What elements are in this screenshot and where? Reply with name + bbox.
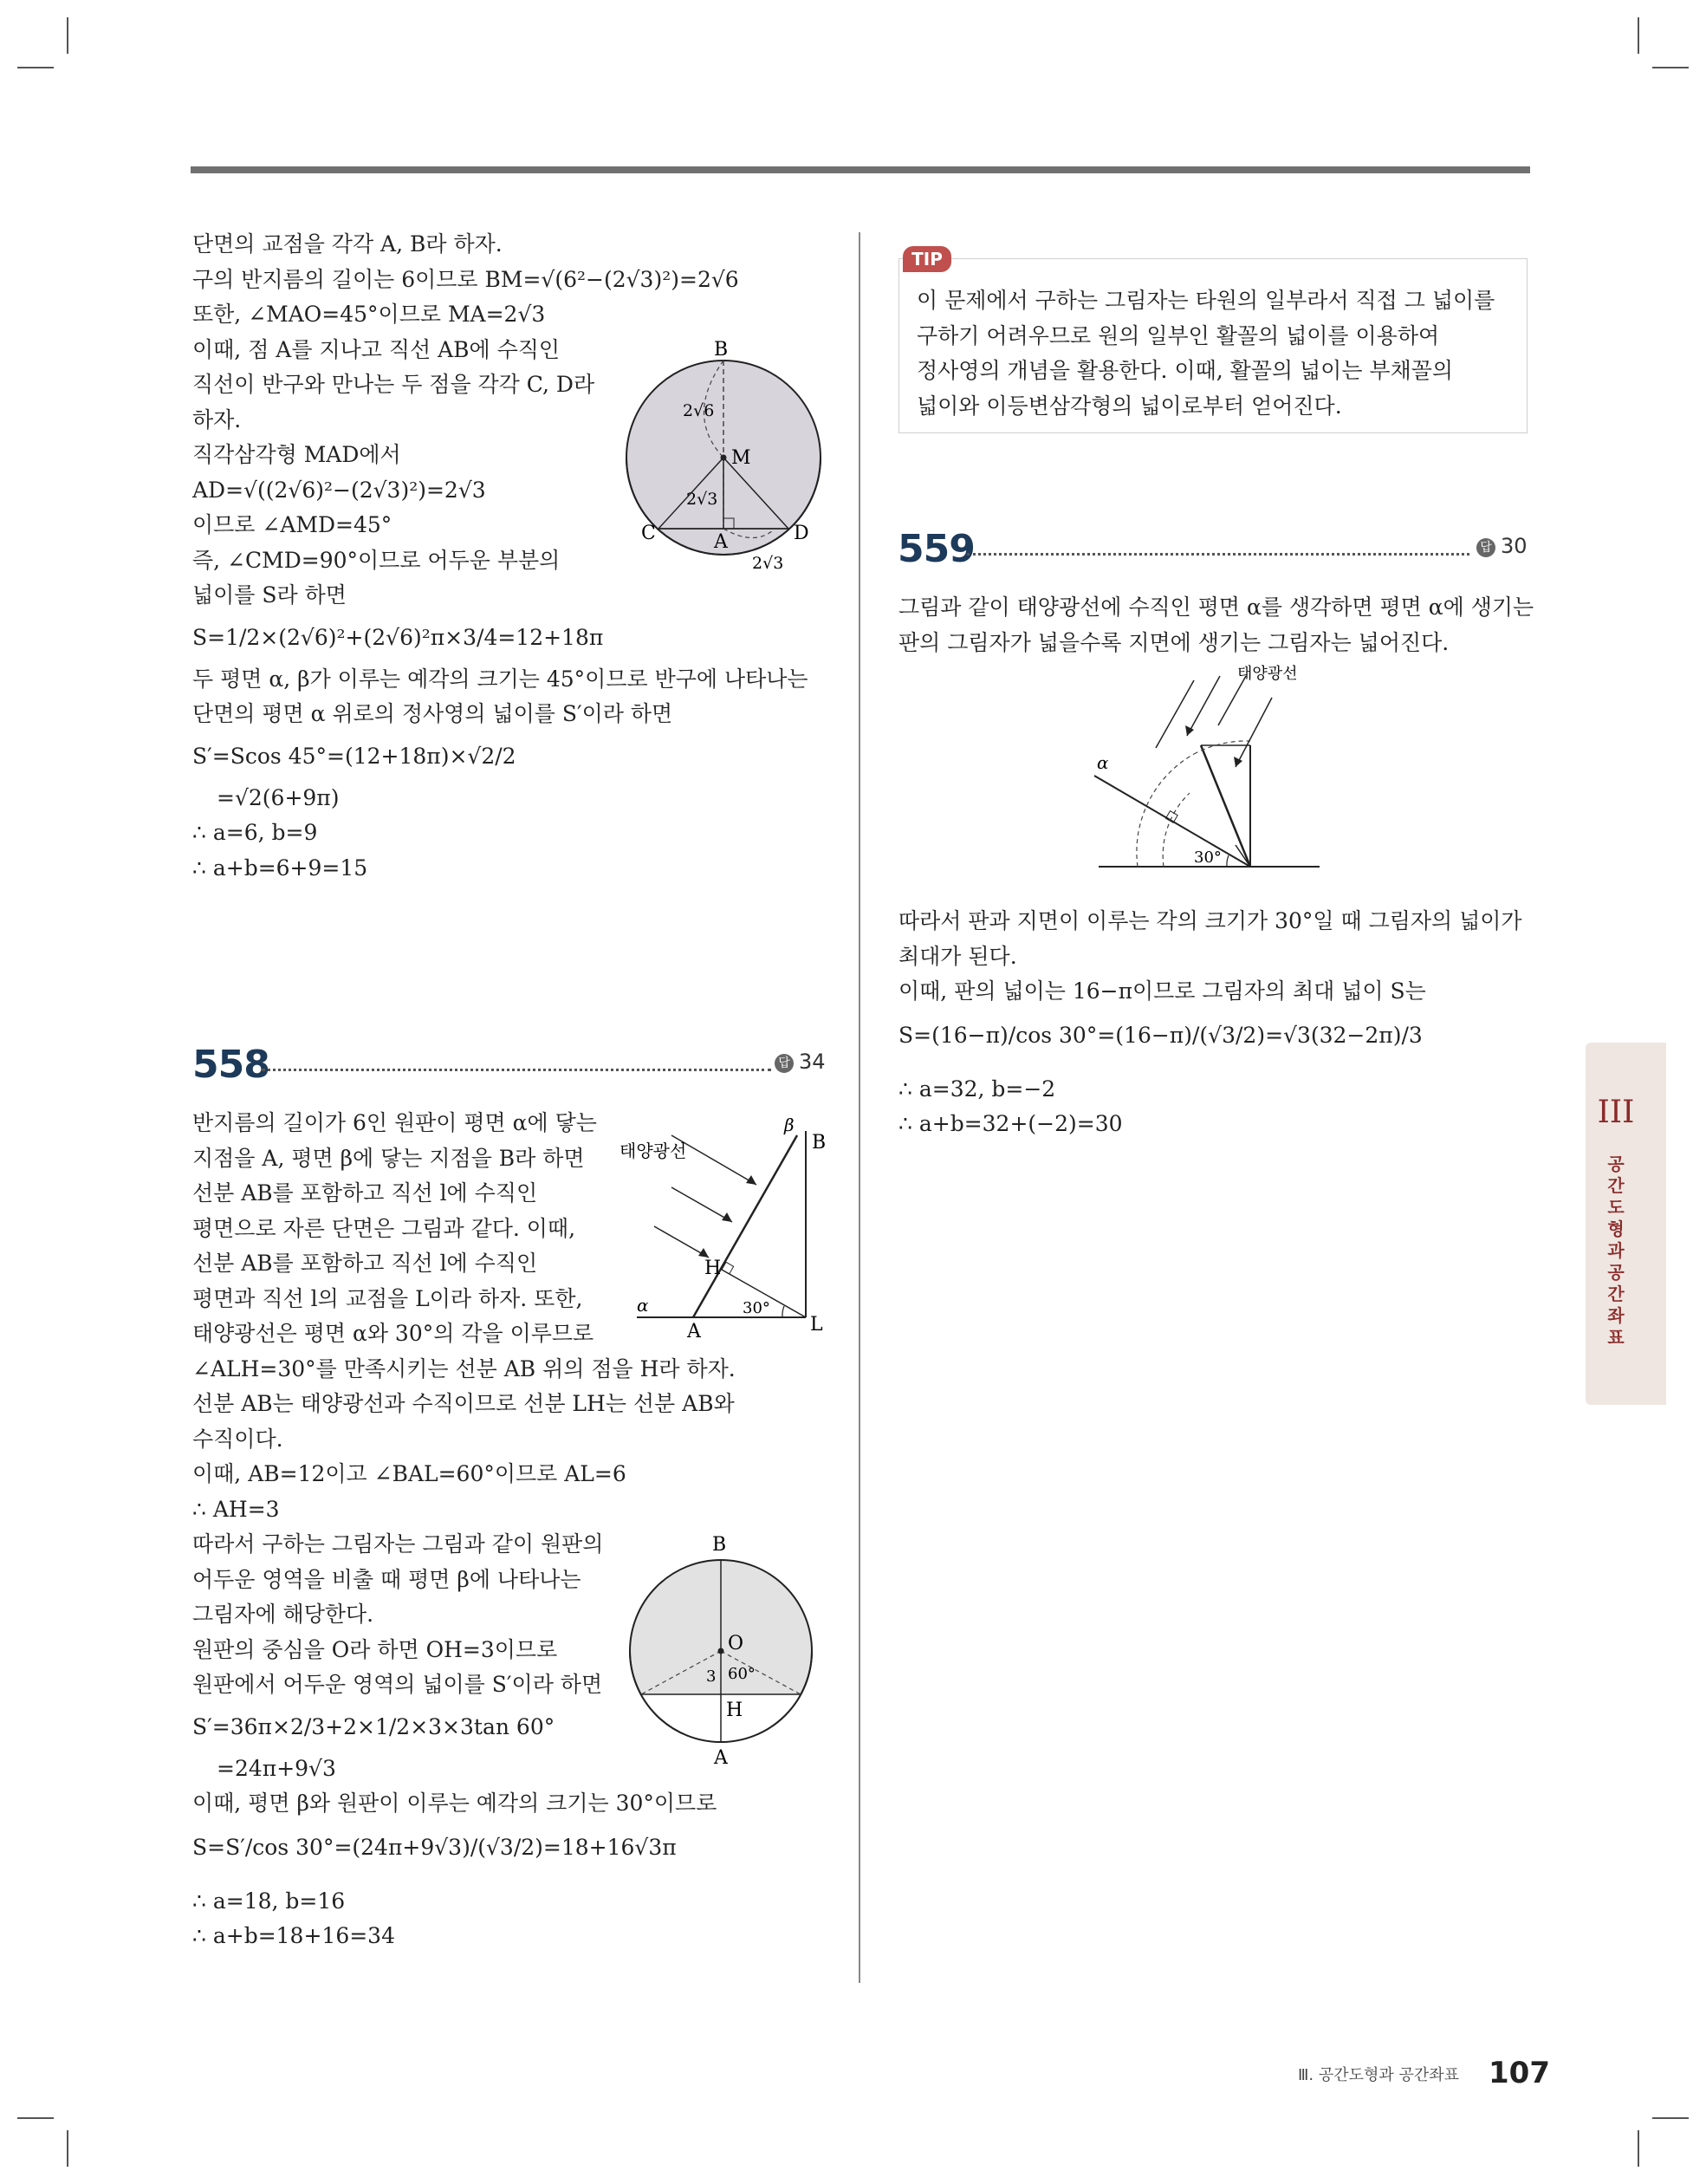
label-L: L	[810, 1314, 823, 1336]
text-line: 이때, 평면 β와 원판이 이루는 예각의 크기는 30°이므로	[192, 1791, 717, 1816]
text-line: 또한, ∠MAO=45°이므로 MA=2√3	[192, 302, 546, 327]
text-line: ∴ a=18, b=16	[192, 1888, 346, 1914]
label-sunlight: 태양광선	[1237, 665, 1298, 683]
text-line: ∴ a=6, b=9	[192, 820, 318, 845]
crop-mark	[67, 2130, 68, 2167]
text-line: 그림자에 해당한다.	[192, 1602, 374, 1627]
answer-value: 34	[799, 1050, 826, 1074]
text-line: 이므로 ∠AMD=45°	[192, 512, 392, 537]
text-line: 넓이를 S라 하면	[192, 582, 347, 608]
formula-line: =24π+9√3	[217, 1755, 336, 1781]
text-line: ∴ a+b=32+(−2)=30	[898, 1111, 1123, 1136]
dotted-leader	[967, 553, 1469, 556]
label-C: C	[641, 523, 656, 544]
solution-559-part2	[898, 904, 1531, 1142]
text-line: 어두운 영역을 비출 때 평면 β에 나타나는	[192, 1566, 581, 1592]
crop-mark	[1638, 2130, 1639, 2167]
label-angle: 30°	[1194, 848, 1222, 867]
tip-line: 넓이와 이등변삼각형의 넓이로부터 얻어진다.	[917, 393, 1342, 419]
text-line: 최대가 된다.	[898, 943, 1017, 969]
crop-mark	[67, 17, 68, 54]
tip-label: TIP	[903, 246, 951, 272]
formula-line: S=1/2×(2√6)²+(2√6)²π×3/4=12+18π	[192, 624, 604, 650]
column-divider	[859, 232, 860, 1983]
crop-mark	[17, 2117, 54, 2119]
figure-hemisphere-section	[624, 329, 840, 581]
text-line: 이때, 점 A를 지나고 직선 AB에 수직인	[192, 336, 561, 362]
footer-chapter: Ⅲ. 공간도형과 공간좌표	[1298, 2066, 1460, 2084]
text-line: 따라서 구하는 그림자는 그림과 같이 원판의	[192, 1531, 604, 1557]
label-H: H	[704, 1258, 722, 1279]
label-alpha: α	[1097, 752, 1109, 773]
text-line: 직각삼각형 MAD에서	[192, 442, 401, 467]
label-D: D	[794, 523, 809, 544]
label-beta: β	[784, 1115, 795, 1135]
text-line: 이때, AB=12이고 ∠BAL=60°이므로 AL=6	[192, 1461, 626, 1486]
label-angle: 60°	[728, 1665, 756, 1683]
text-line: AD=√((2√6)²−(2√3)²)=2√3	[192, 477, 486, 503]
text-line: ∴ a+b=18+16=34	[192, 1923, 395, 1948]
label-A: A	[687, 1321, 701, 1339]
tip-line: 구하기 어려우므로 원의 일부인 활꼴의 넓이를 이용하여	[917, 322, 1440, 348]
label-M: M	[731, 447, 751, 469]
label-H: H	[726, 1700, 743, 1721]
text-line: 두 평면 α, β가 이루는 예각의 크기는 45°이므로 반구에 나타나는	[192, 666, 808, 692]
tip-line: 정사영의 개념을 활용한다. 이때, 활꼴의 넓이는 부채꼴의	[917, 358, 1454, 383]
top-rule	[191, 166, 1530, 173]
figure-disc-shadow	[624, 1530, 823, 1772]
text-line: 구의 반지름의 길이는 6이므로 BM=√(6²−(2√3)²)=2√6	[192, 266, 739, 292]
text-line: 따라서 판과 지면이 이루는 각의 크기가 30°일 때 그림자의 넓이가	[898, 908, 1522, 933]
chapter-numeral: III	[1597, 1095, 1635, 1130]
formula-line: S=(16−π)/cos 30°=(16−π)/(√3/2)=√3(32−2π)/3	[898, 1022, 1423, 1048]
text-line: 평면과 직선 l의 교점을 L이라 하자. 또한,	[192, 1285, 583, 1311]
label-B: B	[714, 339, 729, 361]
label-A: A	[714, 1747, 728, 1769]
tip-line: 이 문제에서 구하는 그림자는 타원의 일부라서 직접 그 넓이를	[917, 288, 1495, 313]
figure-plate-shadow	[1090, 663, 1350, 875]
text-line: 선분 AB는 태양광선과 수직이므로 선분 LH는 선분 AB와	[192, 1391, 735, 1416]
problem-559-header	[898, 527, 1530, 579]
dotted-leader	[262, 1069, 771, 1071]
text-line: 반지름의 길이가 6인 원판이 평면 α에 닿는	[192, 1110, 597, 1135]
chapter-side-tab	[1586, 1043, 1666, 1405]
label-angle: 30°	[743, 1299, 770, 1317]
figure-sunlight-planes	[619, 1105, 836, 1339]
text-line: 평면으로 자른 단면은 그림과 같다. 이때,	[192, 1215, 576, 1241]
text-line: 하자.	[192, 406, 242, 432]
text-line: ∴ a+b=6+9=15	[192, 855, 368, 881]
label-B: B	[812, 1132, 827, 1154]
text-line: 이때, 판의 넓이는 16−π이므로 그림자의 최대 넓이 S는	[898, 978, 1426, 1004]
text-line: 원판에서 어두운 영역의 넓이를 S′이라 하면	[192, 1672, 603, 1697]
text-line: ∠ALH=30°를 만족시키는 선분 AB 위의 점을 H라 하자.	[192, 1355, 736, 1381]
answer-label	[775, 1050, 826, 1074]
crop-mark	[1638, 17, 1639, 54]
text-line: 태양광선은 평면 α와 30°의 각을 이루므로	[192, 1321, 594, 1346]
label-B: B	[712, 1534, 727, 1556]
text-line: 직선이 반구와 만나는 두 점을 각각 C, D라	[192, 372, 595, 397]
formula-line: S=S′/cos 30°=(24π+9√3)/(√3/2)=18+16√3π	[192, 1834, 677, 1860]
text-line: 단면의 평면 α 위로의 정사영의 넓이를 S′이라 하면	[192, 701, 673, 726]
label-A: A	[714, 531, 728, 553]
answer-value: 30	[1501, 534, 1528, 558]
label-length: 3	[706, 1667, 717, 1686]
chapter-title-vertical: 공간도형과 공간좌표	[1607, 1154, 1625, 1348]
text-line: 판의 그림자가 넓을수록 지면에 생기는 그림자는 넓어진다.	[898, 629, 1450, 655]
label-length: 2√3	[752, 554, 784, 573]
label-length: 2√3	[686, 490, 718, 509]
answer-badge: 답	[775, 1054, 794, 1073]
solution-559-part1	[898, 590, 1534, 660]
formula-line: S′=36π×2/3+2×1/2×3×3tan 60°	[192, 1713, 555, 1739]
tip-box	[898, 258, 1528, 433]
text-line: 선분 AB를 포함하고 직선 l에 수직인	[192, 1180, 538, 1206]
answer-badge: 답	[1476, 538, 1495, 557]
crop-mark	[17, 67, 54, 68]
formula-line: =√2(6+9π)	[217, 784, 340, 810]
text-line: 수직이다.	[192, 1426, 283, 1452]
page-footer	[0, 2056, 1706, 2090]
page-number: 107	[1489, 2056, 1550, 2090]
text-line: ∴ a=32, b=−2	[898, 1076, 1056, 1102]
problem-number: 558	[192, 1043, 269, 1087]
problem-558-header	[192, 1043, 834, 1095]
text-line: 단면의 교점을 각각 A, B라 하자.	[192, 231, 503, 257]
label-length: 2√6	[683, 401, 715, 420]
text-line: 원판의 중심을 O라 하면 OH=3이므로	[192, 1636, 558, 1662]
label-sunlight: 태양광선	[619, 1141, 687, 1161]
text-line: 즉, ∠CMD=90°이므로 어두운 부분의	[192, 547, 561, 573]
problem-number: 559	[898, 527, 975, 571]
crop-mark	[1652, 2117, 1689, 2119]
text-line: 지점을 A, 평면 β에 닿는 지점을 B라 하면	[192, 1145, 585, 1171]
text-line: 선분 AB를 포함하고 직선 l에 수직인	[192, 1251, 538, 1276]
label-alpha: α	[637, 1295, 649, 1316]
crop-mark	[1652, 67, 1689, 68]
formula-line: S′=Scos 45°=(12+18π)×√2/2	[192, 743, 516, 769]
answer-label	[1476, 534, 1528, 558]
text-line: ∴ AH=3	[192, 1496, 280, 1522]
text-line: 그림과 같이 태양광선에 수직인 평면 α를 생각하면 평면 α에 생기는	[898, 595, 1534, 620]
label-O: O	[728, 1633, 744, 1654]
